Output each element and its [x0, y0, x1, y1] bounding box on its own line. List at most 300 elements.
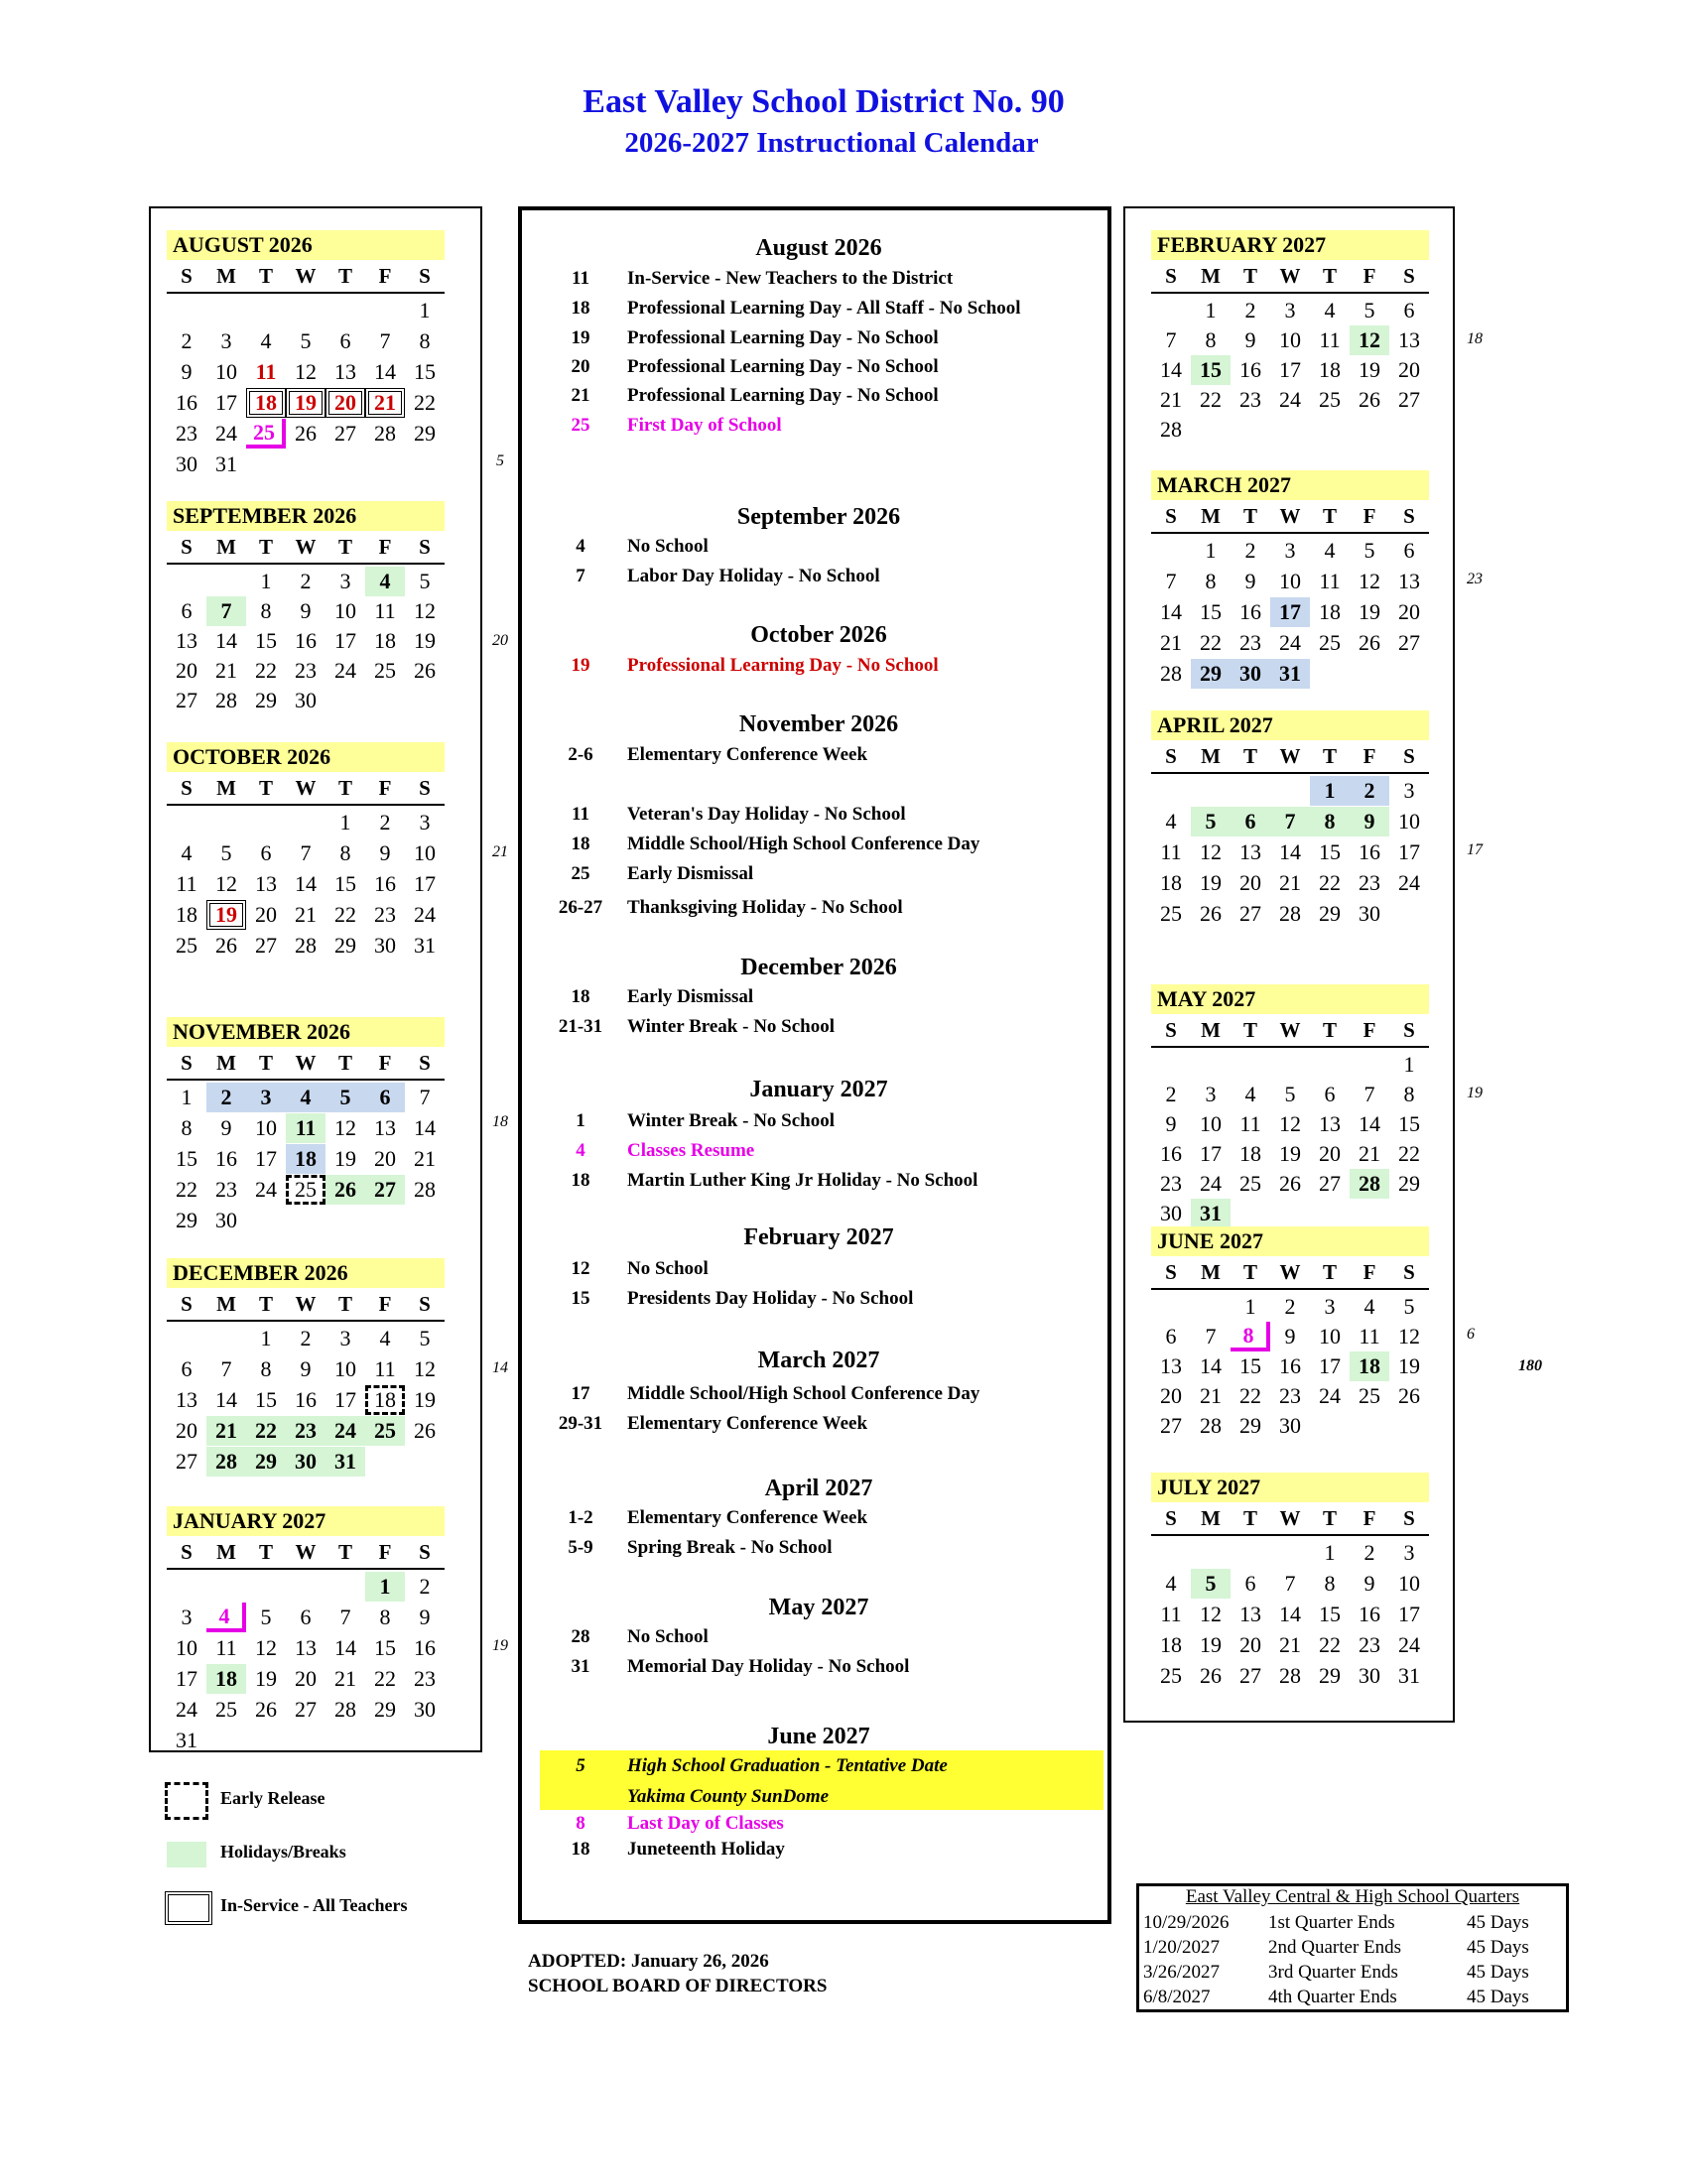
calendar-day: 25 — [1160, 1663, 1182, 1688]
calendar-day: 9 — [1244, 569, 1256, 593]
calendar-day: 3 — [419, 810, 431, 835]
weekday-header: S — [1165, 744, 1177, 768]
calendar-day: 15 — [1319, 1602, 1341, 1626]
weekday-underline — [1151, 1288, 1429, 1290]
calendar-day: 25 — [1319, 630, 1341, 655]
calendar-day: 15 — [1200, 599, 1222, 624]
weekday-underline — [167, 804, 445, 806]
weekday-header: F — [378, 535, 392, 559]
weekday-header: M — [216, 1051, 236, 1075]
calendar-day: 2 — [1244, 298, 1256, 322]
calendar-day: 13 — [255, 871, 277, 896]
calendar-day: 31 — [215, 451, 237, 476]
events-month-heading: March 2027 — [757, 1348, 880, 1373]
event-row — [528, 984, 1094, 1010]
calendar-day: 3 — [246, 1083, 286, 1112]
calendar-day: 29 — [176, 1208, 197, 1232]
calendar-day: 30 — [1160, 1201, 1182, 1225]
calendar-day: 22 — [334, 902, 356, 927]
month-school-days-count: 17 — [1467, 841, 1483, 858]
event-text: Thanksgiving Holiday - No School — [627, 897, 903, 918]
weekday-header: S — [1403, 264, 1415, 288]
weekday-underline — [1151, 772, 1429, 774]
calendar-day: 31 — [1191, 1199, 1231, 1228]
weekday-header: S — [1403, 744, 1415, 768]
calendar-day: 23 — [215, 1177, 237, 1202]
events-month-heading: January 2027 — [749, 1077, 888, 1102]
calendar-day: 6 — [300, 1605, 312, 1629]
calendar-day: 20 — [1398, 599, 1420, 624]
event-date: 31 — [571, 1656, 590, 1677]
weekday-header: F — [1363, 744, 1376, 768]
weekday-header: T — [1242, 264, 1257, 288]
calendar-day: 3 — [1403, 1540, 1415, 1565]
calendar-day: 16 — [414, 1635, 436, 1660]
event-text: Classes Resume — [627, 1140, 755, 1161]
calendar-day: 9 — [1244, 327, 1256, 352]
calendar-day: 20 — [295, 1666, 317, 1691]
calendar-day: 21 — [215, 658, 237, 683]
weekday-header: W — [295, 1540, 317, 1564]
calendar-day: 30 — [374, 933, 396, 958]
calendar-day: 8 — [1205, 327, 1217, 352]
event-date: 4 — [576, 1140, 585, 1161]
calendar-day: 6 — [1324, 1082, 1336, 1106]
calendar-day: 2 — [300, 1326, 312, 1350]
calendar-day: 12 — [414, 1356, 436, 1381]
calendar-day: 25 — [1239, 1171, 1261, 1196]
weekday-header: S — [1403, 1260, 1415, 1284]
event-row — [528, 1014, 1094, 1040]
calendar-day: 1 — [260, 1326, 272, 1350]
month-heading: JUNE 2027 — [1151, 1226, 1429, 1256]
event-text: Middle School/High School Conference Day — [627, 834, 980, 854]
calendar-day: 28 — [215, 688, 237, 712]
weekday-header: M — [216, 1292, 236, 1316]
calendar-day: 2 — [1350, 776, 1389, 806]
calendar-day: 4 — [206, 1603, 246, 1632]
month-heading: MAY 2027 — [1151, 984, 1429, 1014]
calendar-day: 28 — [1200, 1413, 1222, 1438]
calendar-day: 19 — [414, 1387, 436, 1412]
calendar-day: 1 — [339, 810, 351, 835]
weekday-header: W — [1279, 1018, 1301, 1042]
calendar-day: 23 — [176, 421, 197, 446]
month-heading: JANUARY 2027 — [167, 1506, 445, 1536]
calendar-day: 4 — [260, 328, 272, 353]
weekday-header: W — [1279, 264, 1301, 288]
calendar-day: 27 — [1398, 630, 1420, 655]
event-row — [528, 1753, 1094, 1779]
calendar-day: 12 — [414, 598, 436, 623]
calendar-day: 23 — [295, 658, 317, 683]
calendar-day: 12 — [1359, 569, 1380, 593]
calendar-day: 28 — [295, 933, 317, 958]
weekday-header: M — [216, 1540, 236, 1564]
calendar-day: 6 — [339, 328, 351, 353]
quarter-end-date: 3/26/2027 — [1143, 1962, 1221, 1983]
event-date: 1 — [576, 1110, 585, 1131]
calendar-day: 19 — [1279, 1141, 1301, 1166]
event-text: Yakima County SunDome — [627, 1786, 830, 1807]
calendar-day: 26 — [295, 421, 317, 446]
quarter-days: 45 Days — [1467, 1987, 1529, 2007]
event-text: Veteran's Day Holiday - No School — [627, 804, 906, 825]
weekday-header: S — [1165, 264, 1177, 288]
quarter-label: 4th Quarter Ends — [1268, 1987, 1397, 2007]
weekday-underline — [167, 563, 445, 565]
weekday-header: M — [216, 776, 236, 800]
event-row — [528, 742, 1094, 768]
calendar-day: 15 — [1239, 1353, 1261, 1378]
calendar-day: 11 — [176, 871, 197, 896]
calendar-day: 18 — [1239, 1141, 1261, 1166]
weekday-header: W — [1279, 744, 1301, 768]
calendar-day: 31 — [1398, 1663, 1420, 1688]
calendar-day: 24 — [176, 1697, 197, 1722]
weekday-header: F — [1363, 264, 1376, 288]
calendar-day: 1 — [1403, 1052, 1415, 1077]
event-row — [528, 1411, 1094, 1437]
calendar-day: 4 — [286, 1083, 325, 1112]
calendar-day: 25 — [1359, 1383, 1380, 1408]
calendar-day: 1 — [365, 1572, 405, 1602]
calendar-day: 14 — [215, 628, 237, 653]
calendar-day: 17 — [215, 390, 237, 415]
calendar-day: 18 — [365, 1385, 405, 1415]
calendar-day: 20 — [255, 902, 277, 927]
weekday-header: T — [1322, 264, 1337, 288]
weekday-header: S — [181, 1292, 193, 1316]
calendar-day: 30 — [1279, 1413, 1301, 1438]
calendar-day: 10 — [1279, 327, 1301, 352]
calendar-day: 27 — [1239, 1663, 1261, 1688]
calendar-day: 23 — [286, 1416, 325, 1446]
weekday-header: S — [181, 535, 193, 559]
calendar-day: 17 — [176, 1666, 197, 1691]
calendar-day: 24 — [414, 902, 436, 927]
event-row — [528, 1505, 1094, 1531]
calendar-day: 30 — [286, 1447, 325, 1477]
calendar-day: 25 — [246, 419, 286, 449]
weekday-header: F — [378, 1540, 392, 1564]
calendar-day: 28 — [1279, 1663, 1301, 1688]
calendar-day: 9 — [379, 840, 391, 865]
events-month-heading: February 2027 — [743, 1224, 894, 1250]
calendar-day: 14 — [1359, 1111, 1380, 1136]
calendar-day: 26 — [1279, 1171, 1301, 1196]
calendar-day: 25 — [365, 1416, 405, 1446]
calendar-day: 3 — [339, 1326, 351, 1350]
calendar-day: 9 — [1350, 807, 1389, 836]
calendar-day: 1 — [1310, 776, 1350, 806]
calendar-day: 4 — [1324, 298, 1336, 322]
calendar-day: 20 — [374, 1146, 396, 1171]
calendar-day: 7 — [1205, 1324, 1217, 1349]
calendar-day: 15 — [1191, 355, 1231, 385]
calendar-day: 23 — [1239, 630, 1261, 655]
event-row — [528, 266, 1094, 292]
calendar-day: 27 — [255, 933, 277, 958]
quarter-row — [1139, 1935, 1566, 1961]
inservice-swatch — [165, 1891, 212, 1925]
calendar-day: 16 — [1359, 1602, 1380, 1626]
weekday-underline — [1151, 1534, 1429, 1536]
event-date: 21 — [571, 385, 590, 406]
calendar-day: 10 — [1398, 809, 1420, 834]
calendar-day: 27 — [365, 1175, 405, 1205]
calendar-day: 11 — [374, 1356, 396, 1381]
calendar-day: 25 — [1160, 901, 1182, 926]
calendar-day: 12 — [334, 1115, 356, 1140]
event-date: 18 — [571, 1839, 590, 1860]
calendar-day: 26 — [325, 1175, 365, 1205]
calendar-day: 16 — [1359, 839, 1380, 864]
weekday-header: W — [1279, 504, 1301, 528]
quarter-days: 45 Days — [1467, 1912, 1529, 1933]
weekday-header: T — [337, 1051, 352, 1075]
weekday-header: T — [258, 1051, 273, 1075]
calendar-day: 16 — [374, 871, 396, 896]
calendar-day: 6 — [1403, 538, 1415, 563]
event-row — [528, 564, 1094, 589]
calendar-day: 21 — [1359, 1141, 1380, 1166]
calendar-day: 11 — [374, 598, 396, 623]
calendar-day: 6 — [1403, 298, 1415, 322]
month-heading: JULY 2027 — [1151, 1473, 1429, 1502]
calendar-day: 18 — [1319, 357, 1341, 382]
calendar-day: 12 — [1398, 1324, 1420, 1349]
event-text: Professional Learning Day - No School — [627, 327, 939, 348]
month-heading: DECEMBER 2026 — [167, 1258, 445, 1288]
event-row — [528, 1108, 1094, 1134]
calendar-day: 6 — [365, 1083, 405, 1112]
calendar-day: 13 — [1160, 1353, 1182, 1378]
calendar-day: 8 — [181, 1115, 193, 1140]
calendar-day: 7 — [1165, 327, 1177, 352]
calendar-day: 27 — [334, 421, 356, 446]
calendar-day: 30 — [1359, 1663, 1380, 1688]
calendar-day: 15 — [414, 359, 436, 384]
calendar-day: 18 — [176, 902, 197, 927]
weekday-header: S — [1165, 1260, 1177, 1284]
weekday-header: F — [1363, 1018, 1376, 1042]
calendar-day: 12 — [1200, 839, 1222, 864]
event-row — [528, 802, 1094, 828]
event-text: Professional Learning Day - All Staff - No School — [627, 298, 1021, 319]
weekday-header: W — [1279, 1260, 1301, 1284]
event-text: Elementary Conference Week — [627, 744, 868, 765]
calendar-day: 1 — [419, 298, 431, 322]
event-date: 19 — [571, 655, 590, 676]
calendar-day: 22 — [1200, 630, 1222, 655]
calendar-day: 8 — [1205, 569, 1217, 593]
calendar-day: 7 — [300, 840, 312, 865]
calendar-day: 20 — [325, 388, 365, 418]
weekday-header: S — [181, 1051, 193, 1075]
calendar-day: 29 — [1191, 659, 1231, 689]
weekday-header: S — [419, 1292, 431, 1316]
calendar-day: 19 — [1200, 1632, 1222, 1657]
calendar-day: 30 — [295, 688, 317, 712]
calendar-day: 5 — [300, 328, 312, 353]
weekday-header: T — [1242, 504, 1257, 528]
calendar-day: 6 — [1244, 1571, 1256, 1596]
calendar-day: 30 — [1231, 659, 1270, 689]
event-row — [528, 1381, 1094, 1407]
calendar-day: 30 — [1359, 901, 1380, 926]
weekday-header: M — [1201, 504, 1221, 528]
event-text: Labor Day Holiday - No School — [627, 566, 880, 586]
calendar-day: 5 — [1191, 807, 1231, 836]
calendar-day: 19 — [334, 1146, 356, 1171]
event-text: No School — [627, 536, 709, 557]
calendar-day: 18 — [1350, 1351, 1389, 1381]
calendar-day: 13 — [1239, 1602, 1261, 1626]
weekday-header: F — [378, 1292, 392, 1316]
event-row — [528, 1654, 1094, 1680]
calendar-day: 30 — [215, 1208, 237, 1232]
quarter-end-date: 10/29/2026 — [1143, 1912, 1230, 1933]
calendar-subtitle: 2026-2027 Instructional Calendar — [624, 127, 1039, 159]
month-school-days-count: 23 — [1467, 571, 1483, 587]
calendar-day: 24 — [255, 1177, 277, 1202]
calendar-day: 24 — [1279, 387, 1301, 412]
weekday-underline — [167, 1568, 445, 1570]
calendar-day: 8 — [419, 328, 431, 353]
calendar-day: 2 — [206, 1083, 246, 1112]
quarter-days: 45 Days — [1467, 1962, 1529, 1983]
weekday-underline — [167, 1079, 445, 1081]
calendar-day: 14 — [295, 871, 317, 896]
weekday-header: W — [295, 1051, 317, 1075]
weekday-header: W — [295, 264, 317, 288]
early-release-swatch — [165, 1782, 208, 1820]
event-date: 17 — [571, 1383, 590, 1404]
calendar-day: 22 — [176, 1177, 197, 1202]
calendar-day: 26 — [1359, 387, 1380, 412]
weekday-header: T — [258, 264, 273, 288]
weekday-header: T — [1242, 744, 1257, 768]
calendar-day: 10 — [334, 1356, 356, 1381]
calendar-day: 15 — [334, 871, 356, 896]
quarter-row — [1139, 1910, 1566, 1936]
calendar-day: 6 — [1165, 1324, 1177, 1349]
calendar-day: 29 — [255, 688, 277, 712]
calendar-day: 7 — [339, 1605, 351, 1629]
calendar-day: 5 — [1363, 538, 1375, 563]
weekday-header: W — [295, 535, 317, 559]
legend-holidays: Holidays/Breaks — [220, 1842, 346, 1862]
month-heading: MARCH 2027 — [1151, 470, 1429, 500]
calendar-day: 29 — [374, 1697, 396, 1722]
calendar-day: 1 — [260, 569, 272, 593]
calendar-day: 5 — [1363, 298, 1375, 322]
event-date: 19 — [571, 327, 590, 348]
calendar-day: 15 — [1398, 1111, 1420, 1136]
month-school-days-count: 21 — [492, 843, 508, 860]
calendar-day: 8 — [339, 840, 351, 865]
calendar-day: 14 — [1279, 1602, 1301, 1626]
month-school-days-count: 18 — [1467, 330, 1483, 347]
calendar-day: 10 — [1200, 1111, 1222, 1136]
event-row — [528, 1624, 1094, 1650]
weekday-header: T — [1322, 1506, 1337, 1530]
weekday-header: T — [1322, 1260, 1337, 1284]
calendar-day: 10 — [1279, 569, 1301, 593]
calendar-day: 11 — [1359, 1324, 1380, 1349]
calendar-day: 3 — [1205, 1082, 1217, 1106]
calendar-day: 16 — [295, 1387, 317, 1412]
event-date: 5-9 — [568, 1537, 593, 1558]
event-text: First Day of School — [627, 415, 782, 436]
calendar-day: 18 — [286, 1144, 325, 1174]
legend-early-release: Early Release — [220, 1788, 325, 1808]
calendar-day: 20 — [176, 658, 197, 683]
calendar-day: 15 — [255, 628, 277, 653]
calendar-day: 9 — [1284, 1324, 1296, 1349]
calendar-day: 3 — [1403, 778, 1415, 803]
calendar-day: 28 — [334, 1697, 356, 1722]
calendar-day: 5 — [1284, 1082, 1296, 1106]
calendar-day: 31 — [1270, 659, 1310, 689]
calendar-day: 20 — [1239, 1632, 1261, 1657]
calendar-day: 8 — [1324, 1571, 1336, 1596]
events-month-heading: September 2026 — [736, 504, 901, 530]
weekday-header: M — [1201, 1506, 1221, 1530]
calendar-day: 12 — [1279, 1111, 1301, 1136]
calendar-day: 21 — [206, 1416, 246, 1446]
calendar-day: 19 — [1359, 599, 1380, 624]
calendar-day: 21 — [365, 388, 405, 418]
calendar-day: 16 — [1239, 357, 1261, 382]
calendar-day: 23 — [1239, 387, 1261, 412]
calendar-day: 8 — [1310, 807, 1350, 836]
calendar-day: 5 — [419, 1326, 431, 1350]
calendar-day: 22 — [374, 1666, 396, 1691]
weekday-header: T — [258, 1540, 273, 1564]
month-school-days-count: 19 — [1467, 1085, 1483, 1101]
calendar-day: 18 — [1160, 870, 1182, 895]
calendar-day: 13 — [1398, 569, 1420, 593]
calendar-day: 21 — [295, 902, 317, 927]
calendar-day: 10 — [176, 1635, 197, 1660]
calendar-day: 31 — [414, 933, 436, 958]
calendar-day: 10 — [1398, 1571, 1420, 1596]
calendar-day: 7 — [1363, 1082, 1375, 1106]
calendar-day: 23 — [1359, 1632, 1380, 1657]
calendar-day: 12 — [255, 1635, 277, 1660]
events-month-heading: August 2026 — [755, 235, 882, 261]
calendar-day: 21 — [1279, 1632, 1301, 1657]
event-text: Professional Learning Day - No School — [627, 356, 939, 377]
calendar-day: 14 — [1160, 357, 1182, 382]
events-month-heading: April 2027 — [764, 1476, 873, 1501]
calendar-day: 31 — [176, 1728, 197, 1752]
calendar-day: 2 — [1363, 1540, 1375, 1565]
calendar-day: 27 — [1160, 1413, 1182, 1438]
weekday-header: F — [378, 264, 392, 288]
calendar-day: 5 — [1191, 1569, 1231, 1599]
calendar-day: 10 — [334, 598, 356, 623]
calendar-day: 31 — [325, 1447, 365, 1477]
month-heading: AUGUST 2026 — [167, 230, 445, 260]
calendar-day: 9 — [220, 1115, 232, 1140]
calendar-day: 26 — [414, 658, 436, 683]
quarter-label: 3rd Quarter Ends — [1268, 1962, 1398, 1983]
calendar-day: 7 — [1270, 807, 1310, 836]
weekday-underline — [167, 1320, 445, 1322]
